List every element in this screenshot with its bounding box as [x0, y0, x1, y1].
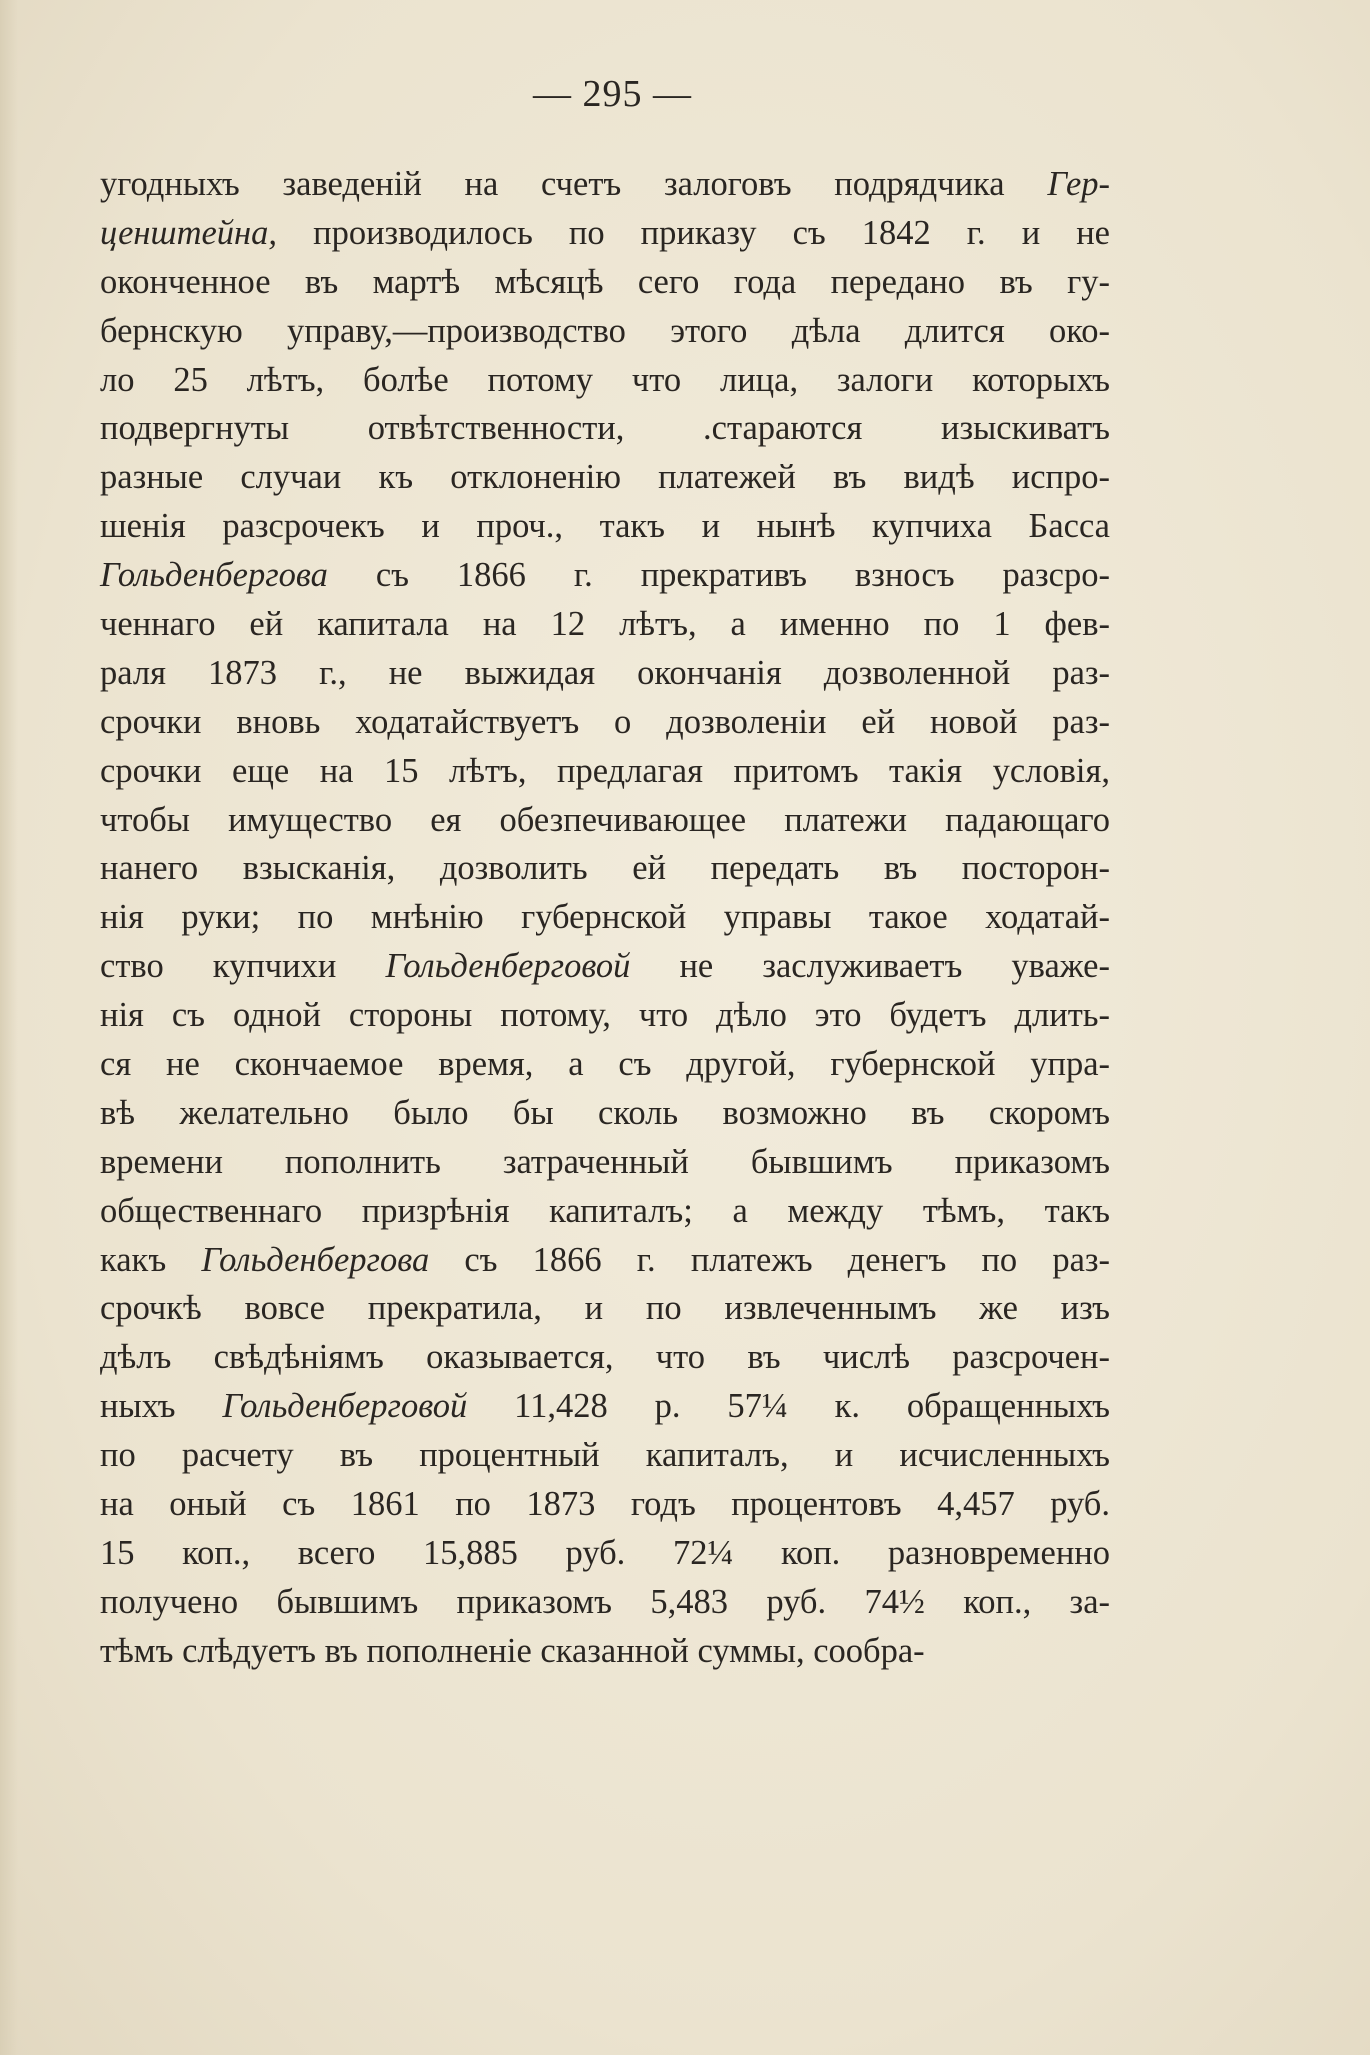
text-segment: не заслуживаетъ уваже- — [630, 947, 1110, 986]
text-segment: ство купчихи — [100, 947, 386, 986]
italic-name: Гольденберговой — [222, 1387, 468, 1426]
text-segment: подвергнуты отвѣтственности, .стараются изыскиватъ — [100, 409, 1110, 448]
text-line — [100, 1480, 1110, 1529]
text-segment: разные случаи къ отклоненію платежей въ видѣ испро- — [100, 458, 1110, 497]
page-binding-shadow — [0, 0, 18, 2055]
text-line — [100, 453, 1110, 502]
text-segment: съ 1866 г. прекративъ взносъ разсро- — [327, 556, 1110, 595]
text-line — [100, 502, 1110, 551]
text-line — [100, 1089, 1110, 1138]
text-segment: какъ — [100, 1240, 202, 1279]
text-segment: 15 коп., всего 15,885 руб. 72¼ коп. разновременно — [100, 1533, 1110, 1572]
text-line — [100, 942, 1110, 991]
text-segment: раля 1873 г., не выжидая окончанія дозволенной раз- — [100, 653, 1110, 692]
text-line — [100, 307, 1110, 356]
text-line — [100, 747, 1110, 796]
text-line — [100, 1529, 1110, 1578]
body-text — [100, 160, 1110, 1676]
text-line — [100, 1382, 1110, 1431]
text-line — [100, 1333, 1110, 1382]
text-segment: нія съ одной стороны потому, что дѣло это будетъ длить- — [100, 996, 1110, 1035]
text-segment: срочки еще на 15 лѣтъ, предлагая притомъ такія условія, — [100, 751, 1110, 790]
text-line — [100, 551, 1110, 600]
text-segment: ло 25 лѣтъ, болѣе потому что лица, залоги которыхъ — [100, 360, 1110, 399]
italic-name: ценштейна, — [100, 213, 278, 252]
text-segment: чтобы имущество ея обезпечивающее платежи падающаго — [100, 800, 1110, 839]
text-segment: тѣмъ слѣдуетъ въ пополненіе сказанной суммы, сообра- — [100, 1631, 925, 1670]
text-segment: по расчету въ процентный капиталъ, и исчисленныхъ — [100, 1436, 1110, 1475]
text-line — [100, 1236, 1110, 1285]
text-segment: ченнаго ей капитала на 12 лѣтъ, а именно по 1 фев- — [100, 605, 1110, 644]
text-line — [100, 1627, 1110, 1676]
text-segment: общественнаго призрѣнія капиталъ; а между тѣмъ, такъ — [100, 1191, 1110, 1230]
text-segment: 11,428 р. 57¼ к. обращенныхъ — [467, 1387, 1111, 1426]
text-line — [100, 844, 1110, 893]
text-segment: производилось по приказу съ 1842 г. и не — [277, 213, 1110, 252]
italic-name: Гольденбергова — [100, 556, 328, 595]
text-line — [100, 209, 1110, 258]
text-segment: на оный съ 1861 по 1873 годъ процентовъ 4,457 руб. — [100, 1485, 1110, 1524]
text-segment: съ 1866 г. платежъ денегъ по раз- — [429, 1240, 1110, 1279]
italic-name: Гер- — [1047, 165, 1110, 203]
text-line — [100, 600, 1110, 649]
text-line — [100, 1284, 1110, 1333]
text-line — [100, 893, 1110, 942]
text-segment: дѣлъ свѣдѣніямъ оказывается, что въ числѣ разсрочен- — [100, 1338, 1110, 1377]
text-line — [100, 1138, 1110, 1187]
text-line — [100, 1187, 1110, 1236]
italic-name: Гольденберговой — [385, 947, 631, 986]
text-segment: ся не скончаемое время, а съ другой, губернской упра- — [100, 1045, 1110, 1084]
text-segment: оконченное въ мартѣ мѣсяцѣ сего года передано въ гу- — [100, 262, 1110, 301]
text-segment: шенія разсрочекъ и проч., такъ и нынѣ купчиха Басса — [100, 507, 1110, 546]
text-segment: срочкѣ вовсе прекратила, и по извлеченнымъ же изъ — [100, 1289, 1110, 1328]
text-line — [100, 649, 1110, 698]
text-segment: нія руки; по мнѣнію губернской управы такое ходатай- — [100, 898, 1110, 937]
text-segment: срочки вновь ходатайствуетъ о дозволеніи ей новой раз- — [100, 702, 1110, 741]
text-line — [100, 1431, 1110, 1480]
text-segment: вѣ желательно было бы сколь возможно въ скоромъ — [100, 1093, 1110, 1132]
text-segment: бернскую управу,—производство этого дѣла длится око- — [100, 311, 1110, 350]
text-line — [100, 1578, 1110, 1627]
text-line — [100, 404, 1110, 453]
page-number: — 295 — — [533, 73, 692, 115]
text-line — [100, 698, 1110, 747]
text-segment: получено бывшимъ приказомъ 5,483 руб. 74½ коп., за- — [100, 1582, 1110, 1621]
text-line — [100, 796, 1110, 845]
text-line — [100, 1040, 1110, 1089]
text-segment: нанего взысканія, дозволить ей передать въ посторон- — [100, 849, 1110, 888]
text-segment: ныхъ — [100, 1387, 223, 1426]
text-line — [100, 356, 1110, 405]
text-line — [100, 160, 1110, 209]
text-segment: времени пополнить затраченный бывшимъ приказомъ — [100, 1142, 1110, 1181]
text-segment: угодныхъ заведеній на счетъ залоговъ подрядчика — [100, 165, 1048, 203]
italic-name: Гольденбергова — [201, 1240, 430, 1279]
text-line — [100, 991, 1110, 1040]
text-line — [100, 258, 1110, 307]
